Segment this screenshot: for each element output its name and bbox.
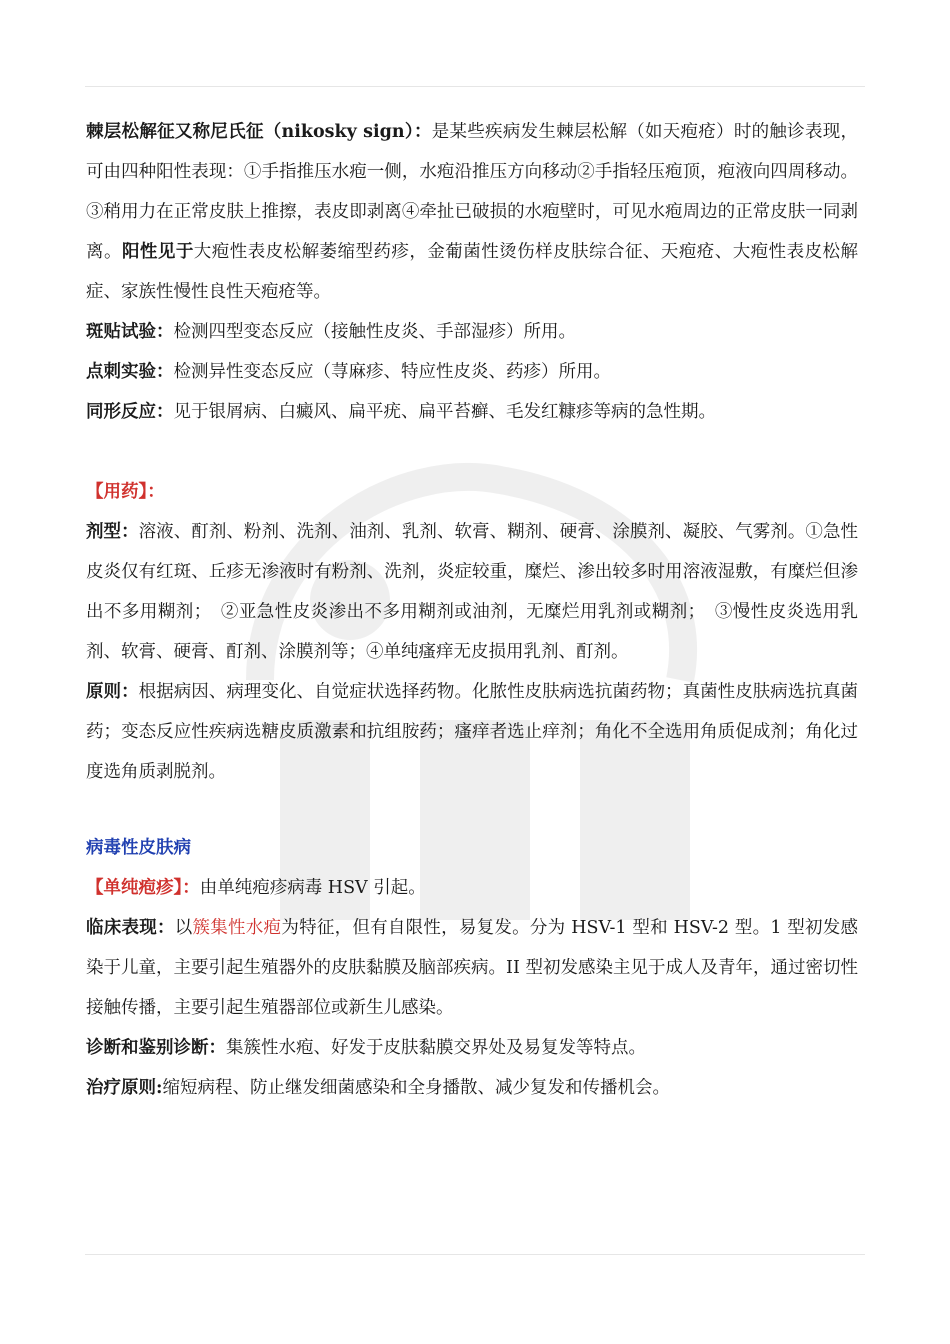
paragraph-nikolsky: 棘层松解征又称尼氏征（nikosky sign）：是某些疾病发生棘层松解（如天疱疮）时的触诊表现，可由四种阳性表现：①手指推压水疱一侧，水疱沿推压方向移动②手指轻压疱顶，疱液向四周移动。③稍用力在正常皮肤上推擦，表皮即剥离④牵扯已破损的水疱壁时，可见水疱周边的正常皮肤一同剥离。阳性见于大疱性表皮松解萎缩型药疹，金葡菌性烫伤样皮肤综合征、天疱疮、大疱性表皮松解症、家族性慢性良性天疱疮等。 <box>86 122 859 302</box>
section-title-viral: 病毒性皮肤病 <box>86 838 191 858</box>
header-rule <box>85 86 865 87</box>
term-diagnosis: 诊断和鉴别诊断： <box>86 1038 226 1058</box>
paragraph-herpes-simplex: 【单纯疱疹】：由单纯疱疹病毒 HSV 引起。 <box>86 878 426 898</box>
term-treatment: 治疗原则: <box>86 1078 163 1098</box>
paragraph-dosage-forms: 剂型：溶液、酊剂、粉剂、洗剂、油剂、乳剂、软膏、糊剂、硬膏、涂膜剂、凝胶、气雾剂。①急性皮炎仅有红斑、丘疹无渗液时有粉剂、洗剂，炎症较重，糜烂、渗出较多时用溶液湿敷，有糜烂但渗出不多用糊剂； ②亚急性皮炎渗出不多用糊剂或油剂，无糜烂用乳剂或糊剂； ③慢性皮炎选用乳剂、软膏、硬膏、酊剂、涂膜剂等；④单纯瘙痒无皮损用乳剂、酊剂。 <box>86 522 858 662</box>
paragraph-treatment: 治疗原则:缩短病程、防止继发细菌感染和全身播散、减少复发和传播机会。 <box>86 1078 670 1098</box>
section-heading-medication: 【用药】： <box>86 482 165 502</box>
sub-heading-herpes: 【单纯疱疹】： <box>86 878 200 898</box>
paragraph-principles: 原则：根据病因、病理变化、自觉症状选择药物。化脓性皮肤病选抗菌药物；真菌性皮肤病选抗真菌药；变态反应性疾病选糖皮质激素和抗组胺药；瘙痒者选止痒剂；角化不全选用角质促成剂；角化过度选角质剥脱剂。 <box>86 682 858 782</box>
paragraph-diagnosis: 诊断和鉴别诊断：集簇性水疱、好发于皮肤黏膜交界处及易复发等特点。 <box>86 1038 646 1058</box>
paragraph-clinical: 临床表现：以簇集性水疱为特征，但有自限性，易复发。分为 HSV-1 型和 HSV-2 型。1 型初发感染于儿童，主要引起生殖器外的皮肤黏膜及脑部疾病。II 型初发感染主见于成人及青年，通过密切性接触传播，主要引起生殖器部位或新生儿感染。 <box>86 918 859 1018</box>
highlight-clustered-vesicles: 簇集性水疱 <box>192 918 282 938</box>
paragraph-prick-test: 点刺实验：检测异性变态反应（荨麻疹、特应性皮炎、药疹）所用。 <box>86 362 611 382</box>
document-body <box>86 112 858 1108</box>
footer-rule <box>85 1254 865 1255</box>
paragraph-koebner: 同形反应：见于银屑病、白癜风、扁平疣、扁平苔癣、毛发红糠疹等病的急性期。 <box>86 402 716 422</box>
term-koebner: 同形反应： <box>86 402 174 422</box>
term-principles: 原则： <box>86 682 139 702</box>
term-clinical: 临床表现： <box>86 918 175 938</box>
term-dosage-forms: 剂型： <box>86 522 139 542</box>
term-positive: 阳性见于 <box>121 242 194 262</box>
term-nikolsky: 棘层松解征又称尼氏征（nikosky sign）： <box>86 122 432 142</box>
term-patch-test: 斑贴试验： <box>86 322 174 342</box>
paragraph-patch-test: 斑贴试验：检测四型变态反应（接触性皮炎、手部湿疹）所用。 <box>86 322 576 342</box>
term-prick-test: 点刺实验： <box>86 362 174 382</box>
